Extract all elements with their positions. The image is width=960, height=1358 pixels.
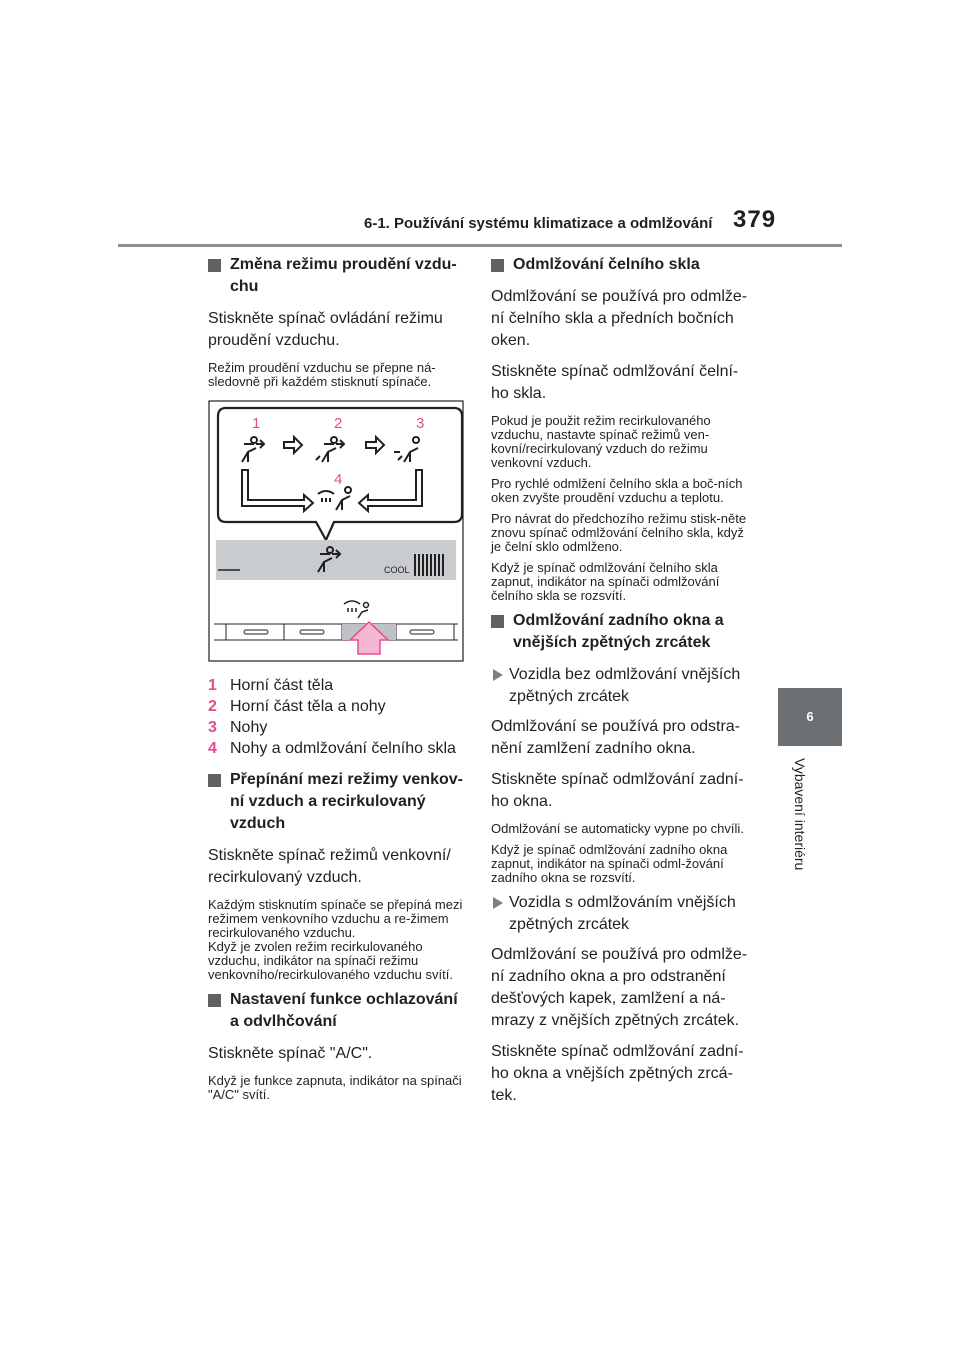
square-bullet-icon — [208, 259, 221, 272]
note: Odmlžování se automaticky vypne po chvíli. — [491, 821, 744, 836]
paragraph: Odmlžování se používá pro odmlže-ní zadního okna a pro odstranění dešťových kapek, zamlžení a ná-mrazy z vnějších zpětných zrcátek. — [491, 946, 748, 1029]
paragraph: Odmlžování se používá pro odmlže-ní čelního skla a předních bočních oken. — [491, 288, 748, 349]
paragraph: Odmlžování se používá pro odstra-nění zamlžení zadního okna. — [491, 718, 741, 757]
mode-list — [208, 675, 466, 759]
list-item: 3 Nohy — [208, 719, 268, 736]
note: Když je spínač odmlžování čelního skla zapnut, indikátor na spínači odmlžování čelního skla se rozsvítí. — [491, 560, 720, 603]
header-rule — [118, 244, 842, 247]
square-bullet-icon — [208, 774, 221, 787]
right-column — [491, 252, 749, 1116]
heading-windshield-defog: Odmlžování čelního skla — [491, 254, 749, 276]
note: Když je spínač odmlžování zadního okna zapnut, indikátor na spínači odml-žování zadního okna se rozsvítí. — [491, 842, 728, 885]
triangle-bullet-icon — [493, 669, 503, 681]
paragraph: Stiskněte spínač "A/C". — [208, 1045, 373, 1062]
paragraph: Stiskněte spínač odmlžování čelní-ho skla. — [491, 363, 739, 402]
chapter-label: Vybavení interiéru — [792, 758, 808, 871]
paragraph: Stiskněte spínač režimů venkovní/ recirkulovaný vzduch. — [208, 847, 451, 886]
note: Pro návrat do předchozího režimu stisk-něte znovu spínač odmlžování čelního skla, když je čelní sklo odmlženo. — [491, 511, 747, 554]
note: Když je funkce zapnuta, indikátor na spínači "A/C" svítí. — [208, 1073, 462, 1102]
chapter-number-tab: 6 — [778, 688, 842, 746]
heading-cooling: Nastavení funkce ochlazování a odvlhčování — [208, 989, 466, 1033]
section-title: 6-1. Používání systému klimatizace a odmlžování — [364, 215, 713, 232]
subheading-without-mirror-defog: Vozidla bez odmlžování vnějších zpětných zrcátek — [491, 664, 749, 708]
cool-indicator: COOL — [384, 565, 410, 575]
chapter-label-tab — [790, 758, 810, 898]
square-bullet-icon — [491, 615, 504, 628]
heading-airflow-mode: Změna režimu proudění vzdu-chu — [208, 254, 466, 298]
list-item: 1 Horní část těla — [208, 677, 334, 694]
mode-label-1: 1 — [252, 415, 261, 432]
note: Pro rychlé odmlžení čelního skla a boč-ních oken zvyšte proudění vzduchu a teplotu. — [491, 476, 743, 505]
note: Když je zvolen režim recirkulovaného vzduchu, indikátor na spínači režimu venkovního/recirkulovaného vzduchu svítí. — [208, 939, 453, 982]
airflow-mode-figure — [208, 400, 464, 662]
mode-label-3: 3 — [416, 415, 425, 432]
paragraph: Stiskněte spínač odmlžování zadní-ho okna. — [491, 771, 744, 810]
heading-rear-defog: Odmlžování zadního okna a vnějších zpětných zrcátek — [491, 610, 749, 654]
mode-label-2: 2 — [334, 415, 343, 432]
heading-air-intake: Přepínání mezi režimy venkov-ní vzduch a recirkulovaný vzduch — [208, 769, 466, 835]
square-bullet-icon — [491, 259, 504, 272]
note: Režim proudění vzduchu se přepne ná-sledovně při každém stisknutí spínače. — [208, 360, 436, 389]
paragraph: Stiskněte spínač odmlžování zadní-ho okna a vnějších zpětných zrcá-tek. — [491, 1043, 744, 1104]
note: Pokud je použit režim recirkulovaného vzduchu, nastavte spínač režimů ven-kovní/recirkulovaný vzduch do režimu venkovní vzduch. — [491, 413, 711, 470]
mode-label-4: 4 — [334, 471, 343, 488]
left-column — [208, 252, 466, 1109]
triangle-bullet-icon — [493, 897, 503, 909]
square-bullet-icon — [208, 994, 221, 1007]
subheading-with-mirror-defog: Vozidla s odmlžováním vnějších zpětných zrcátek — [491, 892, 749, 936]
list-item: 2 Horní část těla a nohy — [208, 698, 386, 715]
list-item: 4 Nohy a odmlžování čelního skla — [208, 740, 456, 757]
note: Každým stisknutím spínače se přepíná mezi režimem venkovního vzduchu a re-žimem recirkulovaného vzduchu. — [208, 897, 463, 940]
paragraph: Stiskněte spínač ovládání režimu proudění vzduchu. — [208, 310, 443, 349]
page-number: 379 — [733, 206, 777, 233]
